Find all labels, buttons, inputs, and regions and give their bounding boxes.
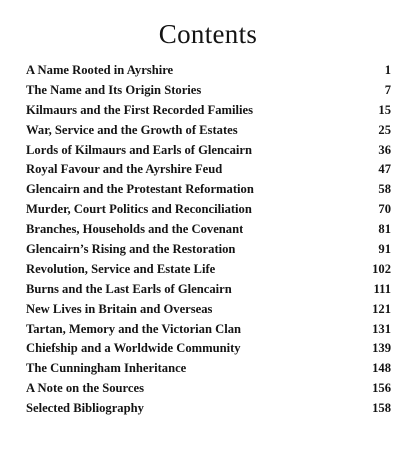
toc-entry-17[interactable] [26,379,391,399]
toc-entry-title: Kilmaurs and the First Recorded Families [26,102,254,117]
toc-entry-page: 131 [372,321,391,336]
toc-entry-page: 111 [373,281,391,296]
page-title: Contents [158,19,258,49]
toc-entry-title: Branches, Households and the Covenant [26,222,244,237]
toc-entry-title: Glencairn and the Protestant Reformation [26,182,254,197]
toc-entry-6[interactable] [26,160,391,180]
toc-entry-page: 102 [372,261,391,276]
toc-entry-3[interactable] [26,101,391,121]
toc-entry-title: Murder, Court Politics and Reconciliation [26,202,252,217]
toc-entry-title: War, Service and the Growth of Estates [26,122,238,137]
toc-entry-14[interactable] [26,320,391,340]
toc-entry-12[interactable] [26,280,391,300]
toc-entry-title: Burns and the Last Earls of Glencairn [26,281,232,296]
toc-entry-page: 25 [378,122,391,137]
toc-entry-16[interactable] [26,359,391,379]
toc-entry-title: The Cunningham Inheritance [26,361,187,376]
toc-entry-page: 156 [372,381,391,396]
toc-entry-7[interactable] [26,180,391,200]
toc-entry-page: 7 [384,82,391,97]
toc-entry-4[interactable] [26,121,391,141]
toc-entry-title: Revolution, Service and Estate Life [26,261,216,276]
toc-entry-page: 47 [378,162,391,177]
toc-entry-title: New Lives in Britain and Overseas [26,301,213,316]
toc-entry-title: A Name Rooted in Ayrshire [26,63,174,77]
toc-entry-page: 15 [378,102,391,117]
toc-entry-title: Tartan, Memory and the Victorian Clan [26,321,242,336]
toc-entry-title: Chiefship and a Worldwide Community [26,341,241,356]
toc-entry-5[interactable] [26,141,391,161]
toc-entry-page: 148 [372,361,391,376]
toc-entry-title: The Name and Its Origin Stories [26,82,202,97]
toc-entry-8[interactable] [26,200,391,220]
toc-entry-1[interactable] [26,61,391,81]
toc-entry-title: Lords of Kilmaurs and Earls of Glencairn [26,142,252,157]
toc-entry-title: Selected Bibliography [26,401,144,416]
toc-entry-page: 70 [378,202,391,217]
toc-entry-page: 1 [384,63,391,77]
toc-entry-11[interactable] [26,260,391,280]
toc-entry-page: 91 [378,242,391,257]
toc-entry-9[interactable] [26,220,391,240]
toc-entry-13[interactable] [26,300,391,320]
toc-entry-page: 36 [378,142,391,157]
toc-entry-page: 81 [378,222,391,237]
toc-entry-title: Glencairn’s Rising and the Restoration [26,242,236,257]
toc-entry-15[interactable] [26,339,391,359]
toc-entry-2[interactable] [26,81,391,101]
toc-entry-page: 139 [372,341,391,356]
toc-entry-18[interactable] [26,399,391,419]
toc-entry-page: 158 [372,401,391,416]
table-of-contents [26,61,391,419]
toc-entry-title: Royal Favour and the Ayrshire Feud [26,162,223,177]
toc-entry-title: A Note on the Sources [26,381,145,396]
toc-entry-page: 121 [372,301,391,316]
toc-entry-10[interactable] [26,240,391,260]
toc-entry-page: 58 [378,182,391,197]
